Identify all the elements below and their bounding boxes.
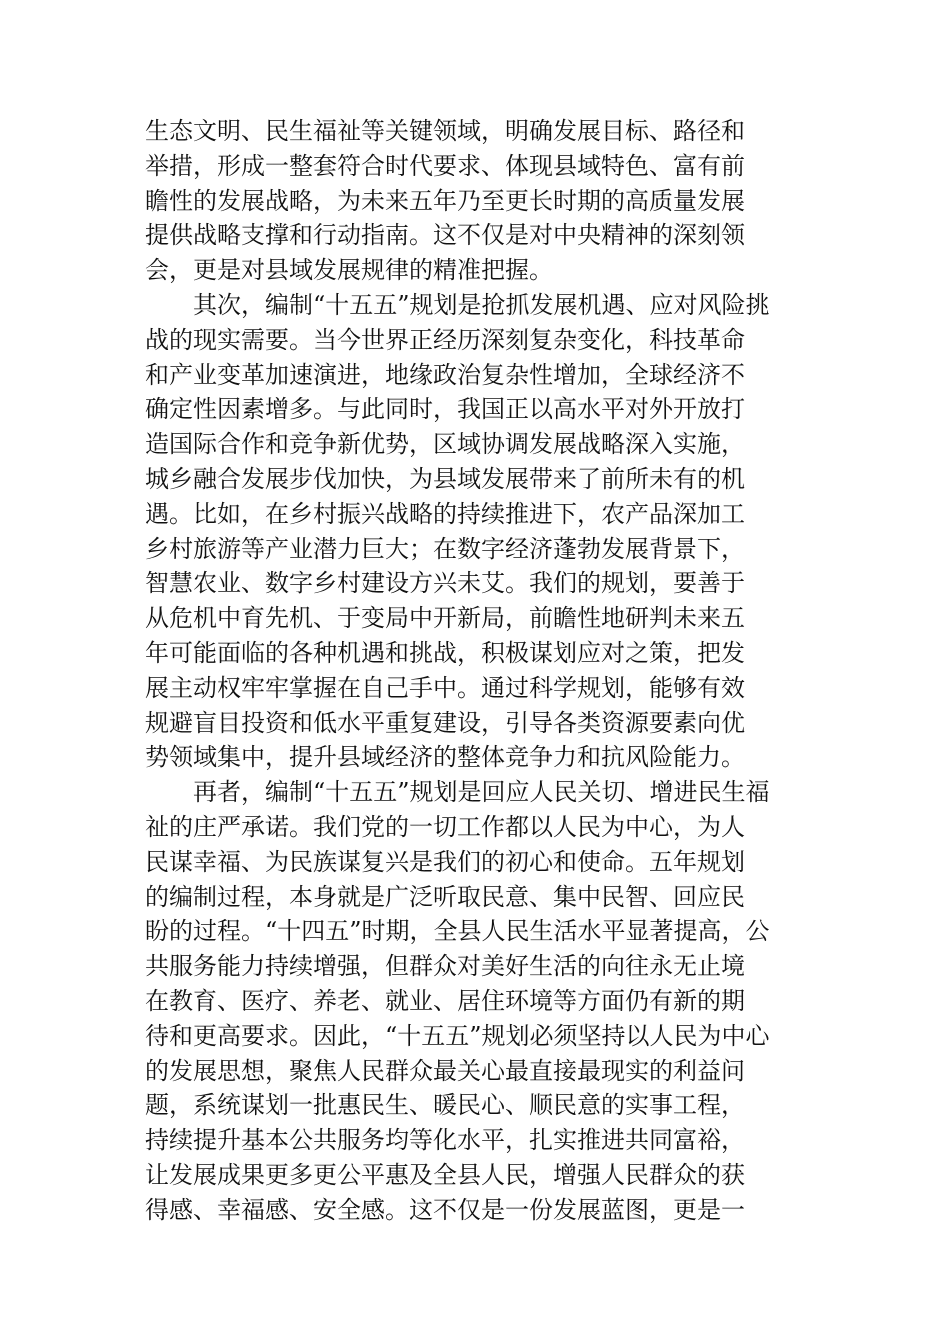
text-line: 让发展成果更多更公平惠及全县人民，增强人民群众的获 [145, 1160, 745, 1189]
text-line: 在教育、医疗、养老、就业、居住环境等方面仍有新的期 [145, 986, 745, 1015]
text-line: 战的现实需要。当今世界正经历深刻复杂变化，科技革命 [145, 325, 745, 354]
text-line: 题，系统谋划一批惠民生、暖民心、顺民意的实事工程， [145, 1091, 745, 1120]
text-line: 祉的庄严承诺。我们党的一切工作都以人民为中心，为人 [145, 812, 745, 841]
text-line: 确定性因素增多。与此同时，我国正以高水平对外开放打 [145, 395, 745, 424]
text-line: 持续提升基本公共服务均等化水平，扎实推进共同富裕， [145, 1126, 745, 1155]
text-line: 瞻性的发展战略，为未来五年乃至更长时期的高质量发展 [145, 186, 745, 215]
text-line: 共服务能力持续增强，但群众对美好生活的向往永无止境 [145, 952, 745, 981]
text-line: 和产业变革加速演进，地缘政治复杂性增加，全球经济不 [145, 360, 745, 389]
text-line: 展主动权牢牢掌握在自己手中。通过科学规划，能够有效 [145, 673, 745, 702]
text-line: 城乡融合发展步伐加快，为县域发展带来了前所未有的机 [145, 464, 745, 493]
paragraph-start-line: 再者，编制“十五五”规划是回应人民关切、增进民生福 [145, 778, 770, 807]
text-line: 得感、幸福感、安全感。这不仅是一份发展蓝图，更是一 [145, 1195, 745, 1224]
text-line: 生态文明、民生福祉等关键领域，明确发展目标、路径和 [145, 117, 745, 145]
text-line: 的发展思想，聚焦人民群众最关心最直接最现实的利益问 [145, 1056, 745, 1085]
text-line: 待和更高要求。因此，“十五五”规划必须坚持以人民为中心 [145, 1021, 770, 1050]
text-line: 举措，形成一整套符合时代要求、体现县域特色、富有前 [145, 151, 745, 180]
text-line: 规避盲目投资和低水平重复建设，引导各类资源要素向优 [145, 708, 745, 737]
text-line: 势领域集中，提升县域经济的整体竞争力和抗风险能力。 [145, 743, 745, 772]
text-line: 遇。比如，在乡村振兴战略的持续推进下，农产品深加工 [145, 499, 745, 528]
text-line: 乡村旅游等产业潜力巨大；在数字经济蓬勃发展背景下， [145, 534, 745, 563]
text-line: 盼的过程。“十四五”时期，全县人民生活水平显著提高，公 [145, 917, 770, 946]
text-line: 会，更是对县域发展规律的精准把握。 [145, 256, 553, 285]
paragraph-start-line: 其次，编制“十五五”规划是抢抓发展机遇、应对风险挑 [145, 290, 770, 319]
text-line: 提供战略支撑和行动指南。这不仅是对中央精神的深刻领 [145, 221, 745, 250]
text-line: 从危机中育先机、于变局中开新局，前瞻性地研判未来五 [145, 604, 745, 633]
text-line: 的编制过程，本身就是广泛听取民意、集中民智、回应民 [145, 882, 745, 911]
body-text [145, 114, 815, 1228]
text-line: 智慧农业、数字乡村建设方兴未艾。我们的规划，要善于 [145, 569, 745, 598]
text-line: 年可能面临的各种机遇和挑战，积极谋划应对之策，把发 [145, 638, 745, 667]
text-line: 民谋幸福、为民族谋复兴是我们的初心和使命。五年规划 [145, 847, 745, 876]
text-line: 造国际合作和竞争新优势，区域协调发展战略深入实施， [145, 430, 745, 459]
